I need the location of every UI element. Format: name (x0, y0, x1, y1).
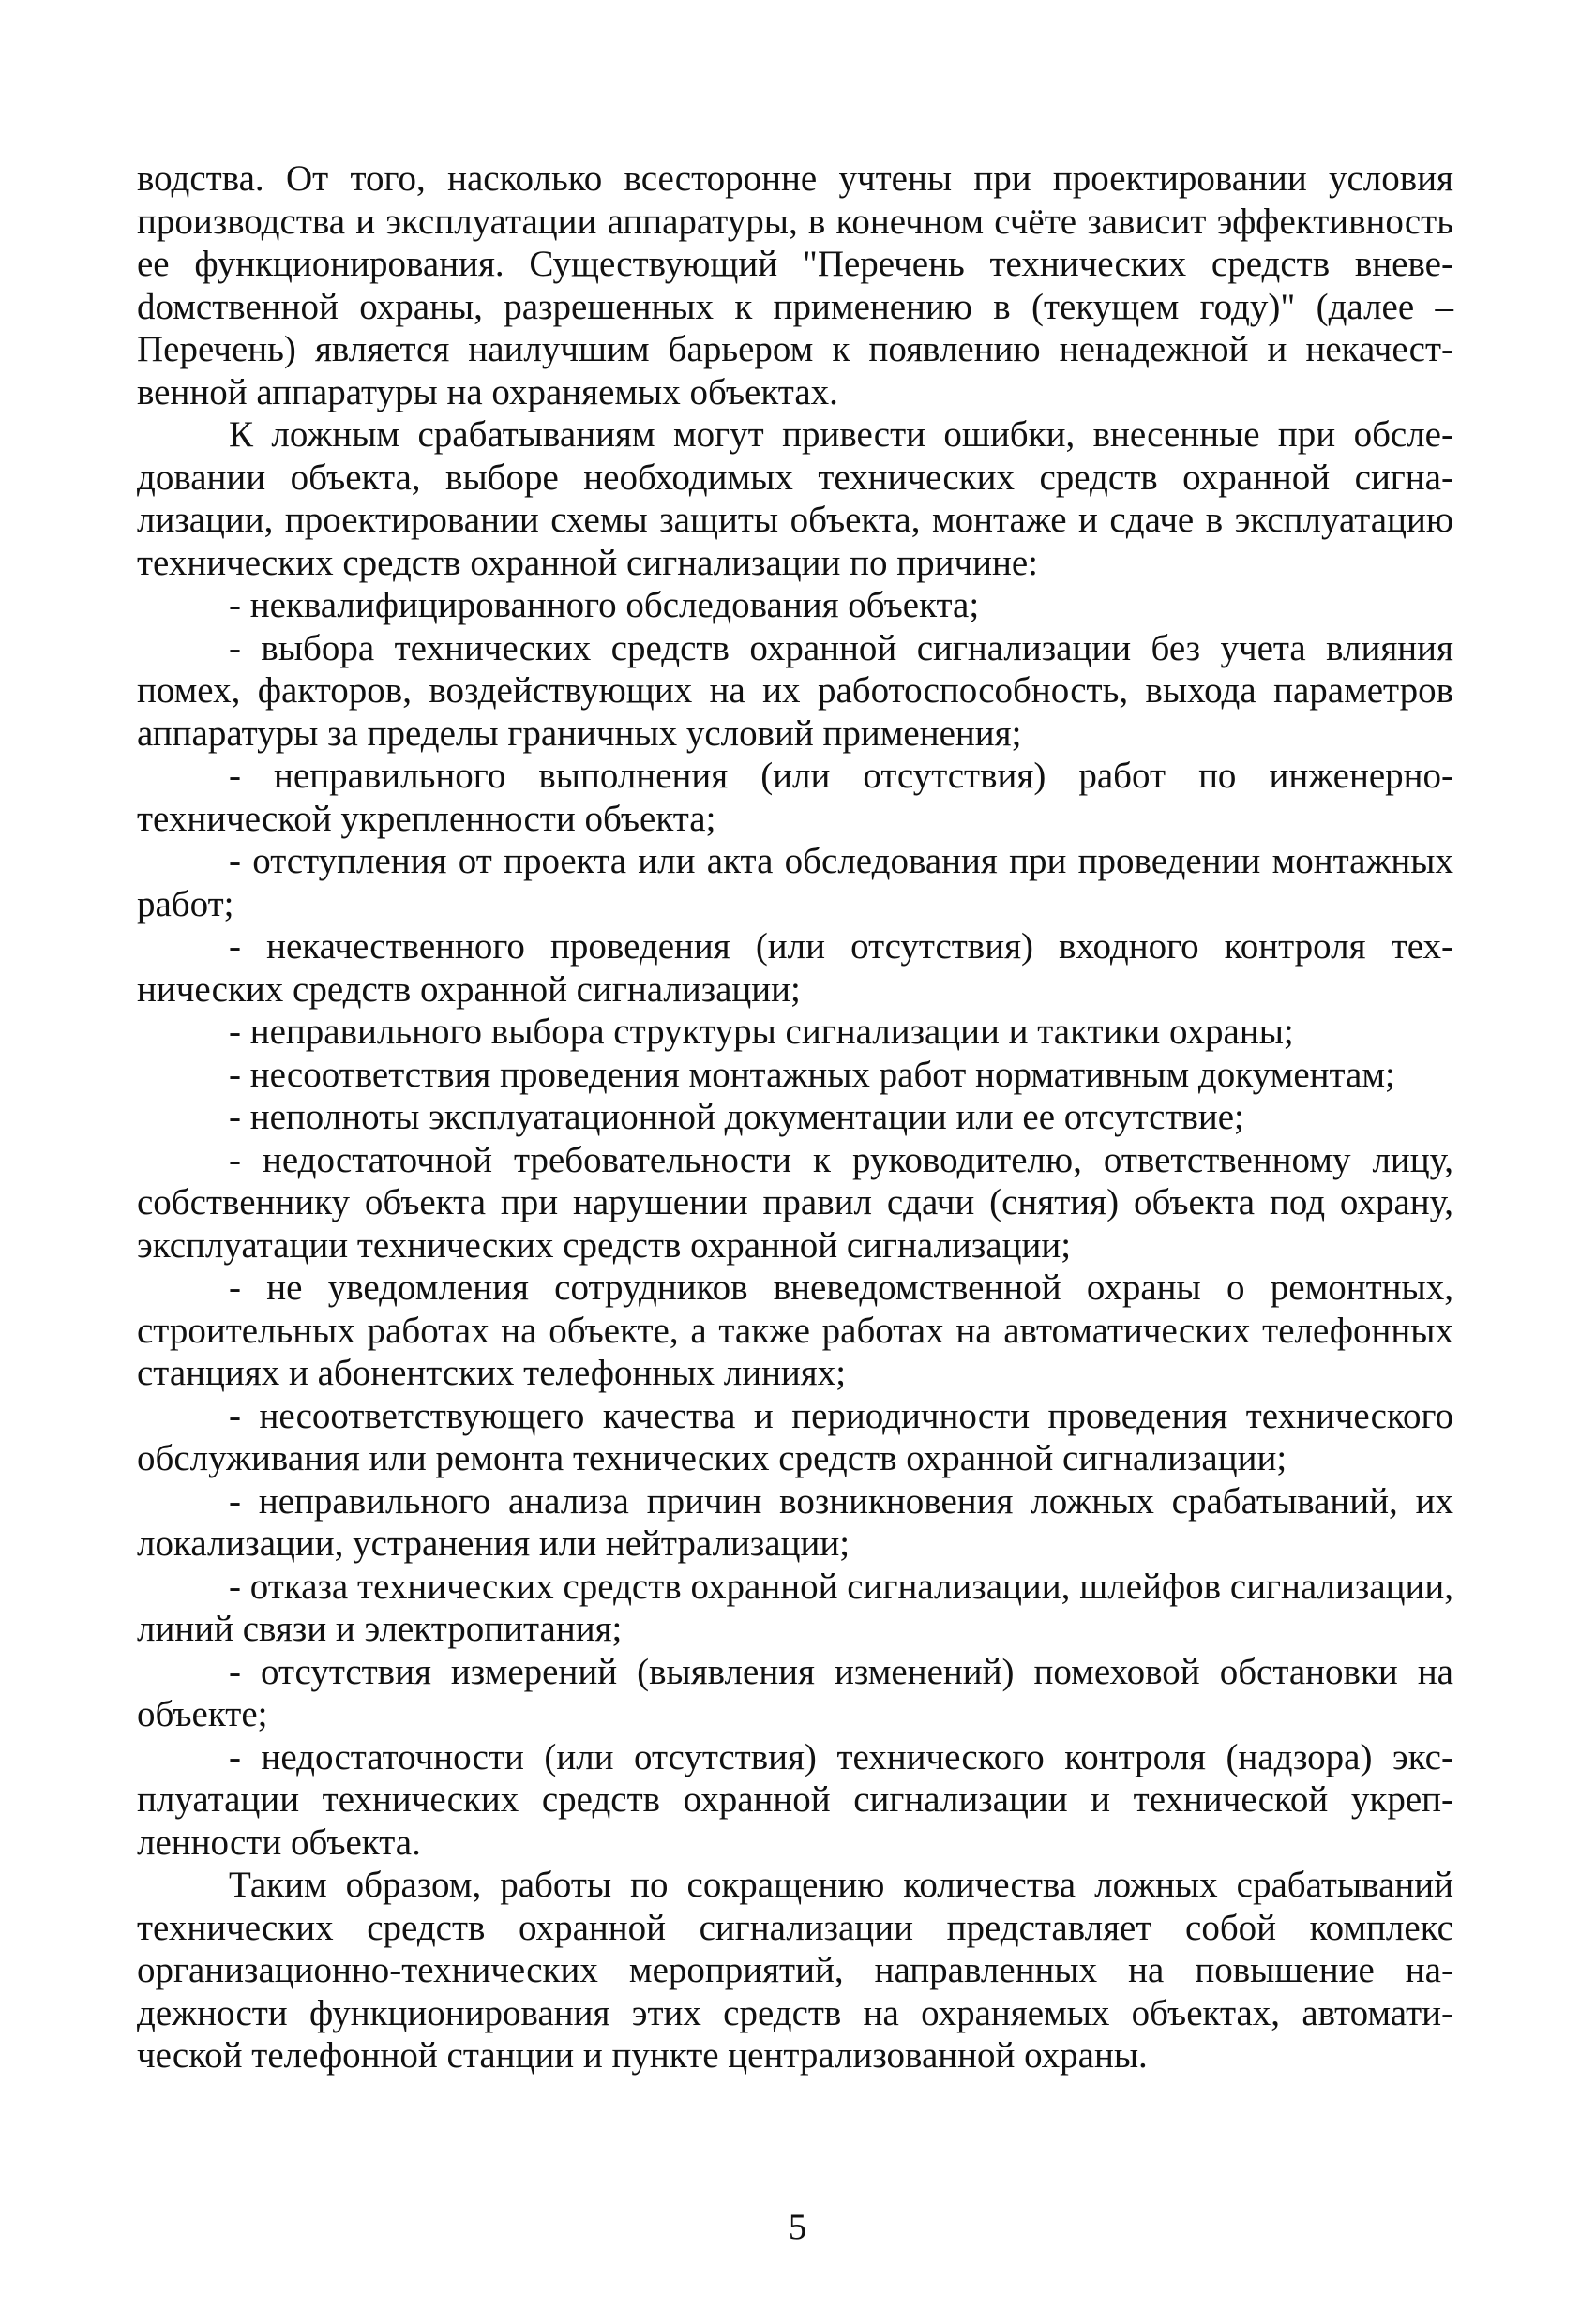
list-item: - неквалифицированного обследования объекта; (229, 585, 980, 625)
list-item: - недостаточности (или отсутствия) технического контроля (надзора) эксплуатации технических средств охранной сигнализации и технической укрепленности объекта. (137, 1736, 1453, 1863)
list-item: - некачественного проведения (или отсутствия) входного контроля технических средств охранной сигнализации; (137, 926, 1453, 1010)
list-item: - отступления от проекта или акта обследования при проведении монтажных работ; (137, 841, 1453, 924)
list-item: - несоответствующего качества и периодичности проведения технического обслуживания или ремонта технических средств охранной сигнализации; (137, 1395, 1453, 1478)
list-item: - выбора технических средств охранной сигнализации без учета влияния помех, факторов, воздействующих на их работоспособность, выхода параметров аппаратуры за пределы граничных условий применения; (137, 627, 1453, 754)
list-item: - неправильного анализа причин возникновения ложных срабатываний, их локализации, устранения или нейтрализации; (137, 1480, 1453, 1564)
list-item: - несоответствия проведения монтажных работ нормативным документам; (229, 1054, 1395, 1095)
paragraph-conclusion: Таким образом, работы по сокращению количества ложных срабатываний технических средств охранной сигнализации представляет собой комплекс организационно-технических мероприятий, направленных на повышение надежности функционирования этих средств на охраняемых объектах, автоматической телефонной станции и пункте централизованной охраны. (137, 1865, 1453, 2076)
paragraph-false-alarm-causes: К ложным срабатываниям могут привести ошибки, внесенные при обследовании объекта, выборе необходимых технических средств охранной сигнализации, проектировании схемы защиты объекта, монтаже и сдаче в эксплуатацию технических средств охранной сигнализации по причине: (137, 414, 1453, 583)
document-body (137, 157, 1453, 2077)
list-item: - отсутствия измерений (выявления изменений) помеховой обстановки на объекте; (137, 1651, 1453, 1734)
paragraph-continuation: водства. От того, насколько всесторонне учтены при проектировании условия производства и эксплуатации аппаратуры, в конечном счёте зависит эффективность ее функционирования. Существующий "Перечень технических средств вневеdомственной охраны, разрешенных к применению в (текущем году)" (далее – Перечень) является наилучшим барьером к появлению ненадежной и некачественной аппаратуры на охраняемых объектах. (137, 158, 1453, 412)
list-item: - неправильного выполнения (или отсутствия) работ по инженерно-технической укрепленности объекта; (137, 756, 1453, 839)
list-item: - неправильного выбора структуры сигнализации и тактики охраны; (229, 1012, 1294, 1052)
list-item: - не уведомления сотрудников вневедомственной охраны о ремонтных, строительных работах на объекте, а также работах на автоматических телефонных станциях и абонентских телефонных линиях; (137, 1267, 1453, 1393)
list-item: - отказа технических средств охранной сигнализации, шлейфов сигнализации, линий связи и электропитания; (137, 1566, 1453, 1649)
list-item: - неполноты эксплуатационной документации или ее отсутствие; (229, 1097, 1244, 1137)
list-item: - недостаточной требовательности к руководителю, ответственному лицу, собственнику объекта при нарушении правил сдачи (снятия) объекта под охрану, эксплуатации технических средств охранной сигнализации; (137, 1139, 1453, 1266)
page-number: 5 (788, 2207, 807, 2247)
